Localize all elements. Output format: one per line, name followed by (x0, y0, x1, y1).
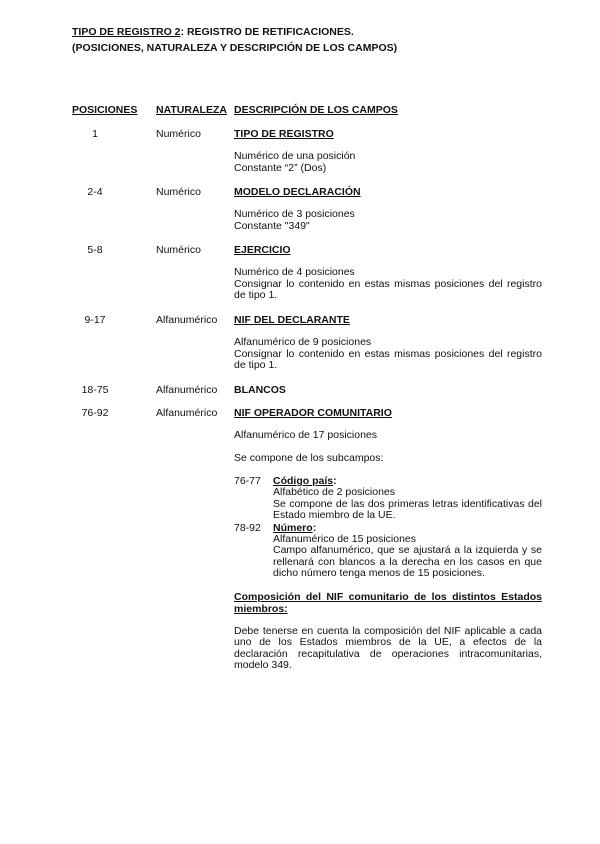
field-name: TIPO DE REGISTRO (234, 128, 334, 140)
field-detail: Constante “2” (Dos) (234, 161, 327, 174)
field-detail: Numérico de 3 posiciones (234, 208, 355, 220)
header-naturaleza: NATURALEZA (156, 104, 227, 116)
document-page (72, 24, 542, 671)
field-name: NIF DEL DECLARANTE (234, 314, 350, 326)
subfield-detail: Campo alfanumérico, que se ajustará a la izquierda y se rellenará con blancos a la derecha en los casos en que dicho número tenga menos de 15 posiciones. (273, 544, 542, 579)
field-type: Numérico (156, 244, 201, 256)
field-position: 18-75 (81, 384, 109, 396)
field-type: Numérico (156, 186, 201, 198)
field-description (234, 128, 542, 174)
field-type: Alfanumérico (156, 384, 218, 396)
field-description (234, 314, 542, 372)
field-description (234, 244, 542, 302)
nif-composition-heading: Composición del NIF comunitario de los distintos Estados miembros: (234, 590, 542, 615)
document-subtitle: (POSICIONES, NATURALEZA Y DESCRIPCIÓN DE LOS CAMPOS) (72, 42, 398, 54)
field-position: 2-4 (87, 186, 103, 198)
header-descripcion: DESCRIPCIÓN DE LOS CAMPOS (234, 104, 398, 116)
field-description (234, 384, 542, 396)
field-position: 9-17 (84, 314, 106, 326)
field-name: NIF OPERADOR COMUNITARIO (234, 407, 392, 419)
title-record-type: TIPO DE REGISTRO 2 (72, 26, 181, 38)
subfield-detail: Alfabético de 2 posiciones (273, 486, 395, 498)
header-posiciones: POSICIONES (72, 104, 138, 116)
title-rest: : REGISTRO DE RETIFICACIONES. (180, 26, 354, 38)
subfield-position: 76-77 (234, 475, 261, 487)
field-detail: Constante "349" (234, 219, 310, 232)
subfield-position: 78-92 (234, 521, 261, 534)
field-name: MODELO DECLARACIÓN (234, 186, 361, 198)
field-position: 5-8 (87, 244, 103, 256)
nif-composition-text: Debe tenerse en cuenta la composición del NIF aplicable a cada uno de los Estados miembros de la UE, a efectos de la declaración recapitulativa de operaciones intracomunitarias, modelo 349. (234, 624, 542, 671)
subfield-detail: Alfanumérico de 15 posiciones (273, 532, 417, 545)
field-type: Numérico (156, 128, 201, 140)
field-detail: Alfanumérico de 17 posiciones (234, 429, 378, 441)
field-detail: Consignar lo contenido en estas mismas posiciones del registro de tipo 1. (234, 347, 542, 371)
field-detail: Se compone de los subcampos: (234, 451, 384, 464)
field-position: 1 (92, 128, 98, 140)
document-title (72, 24, 542, 40)
field-type: Alfanumérico (156, 407, 218, 419)
field-name: EJERCICIO (234, 244, 291, 256)
field-type: Alfanumérico (156, 314, 218, 326)
subfield-number: 78-92 Número: Alfanumérico de 15 posiciones Campo alfanumérico, que se ajustará a la izquierda y se rellenará con blancos a la derecha en los casos en que dicho número tenga menos de 15 posiciones. (234, 521, 542, 579)
field-description (234, 407, 542, 672)
subfield-detail: Se compone de las dos primeras letras identificativas del Estado miembro de la UE. (273, 497, 542, 521)
field-detail: Alfanumérico de 9 posiciones (234, 336, 372, 348)
subfield-name: Número (273, 521, 313, 534)
table-header (72, 104, 542, 118)
field-detail: Numérico de una posición (234, 150, 356, 162)
field-detail: Numérico de 4 posiciones (234, 266, 355, 278)
field-name: BLANCOS (234, 384, 286, 396)
subfield-name: Código país (273, 475, 334, 487)
subfield-country-code: 76-77 Código país: Alfabético de 2 posiciones Se compone de las dos primeras letras identificativas del Estado miembro de la UE. (234, 475, 542, 521)
field-position: 76-92 (81, 407, 109, 419)
field-detail: Consignar lo contenido en estas mismas posiciones del registro de tipo 1. (234, 277, 542, 301)
field-description (234, 186, 542, 232)
